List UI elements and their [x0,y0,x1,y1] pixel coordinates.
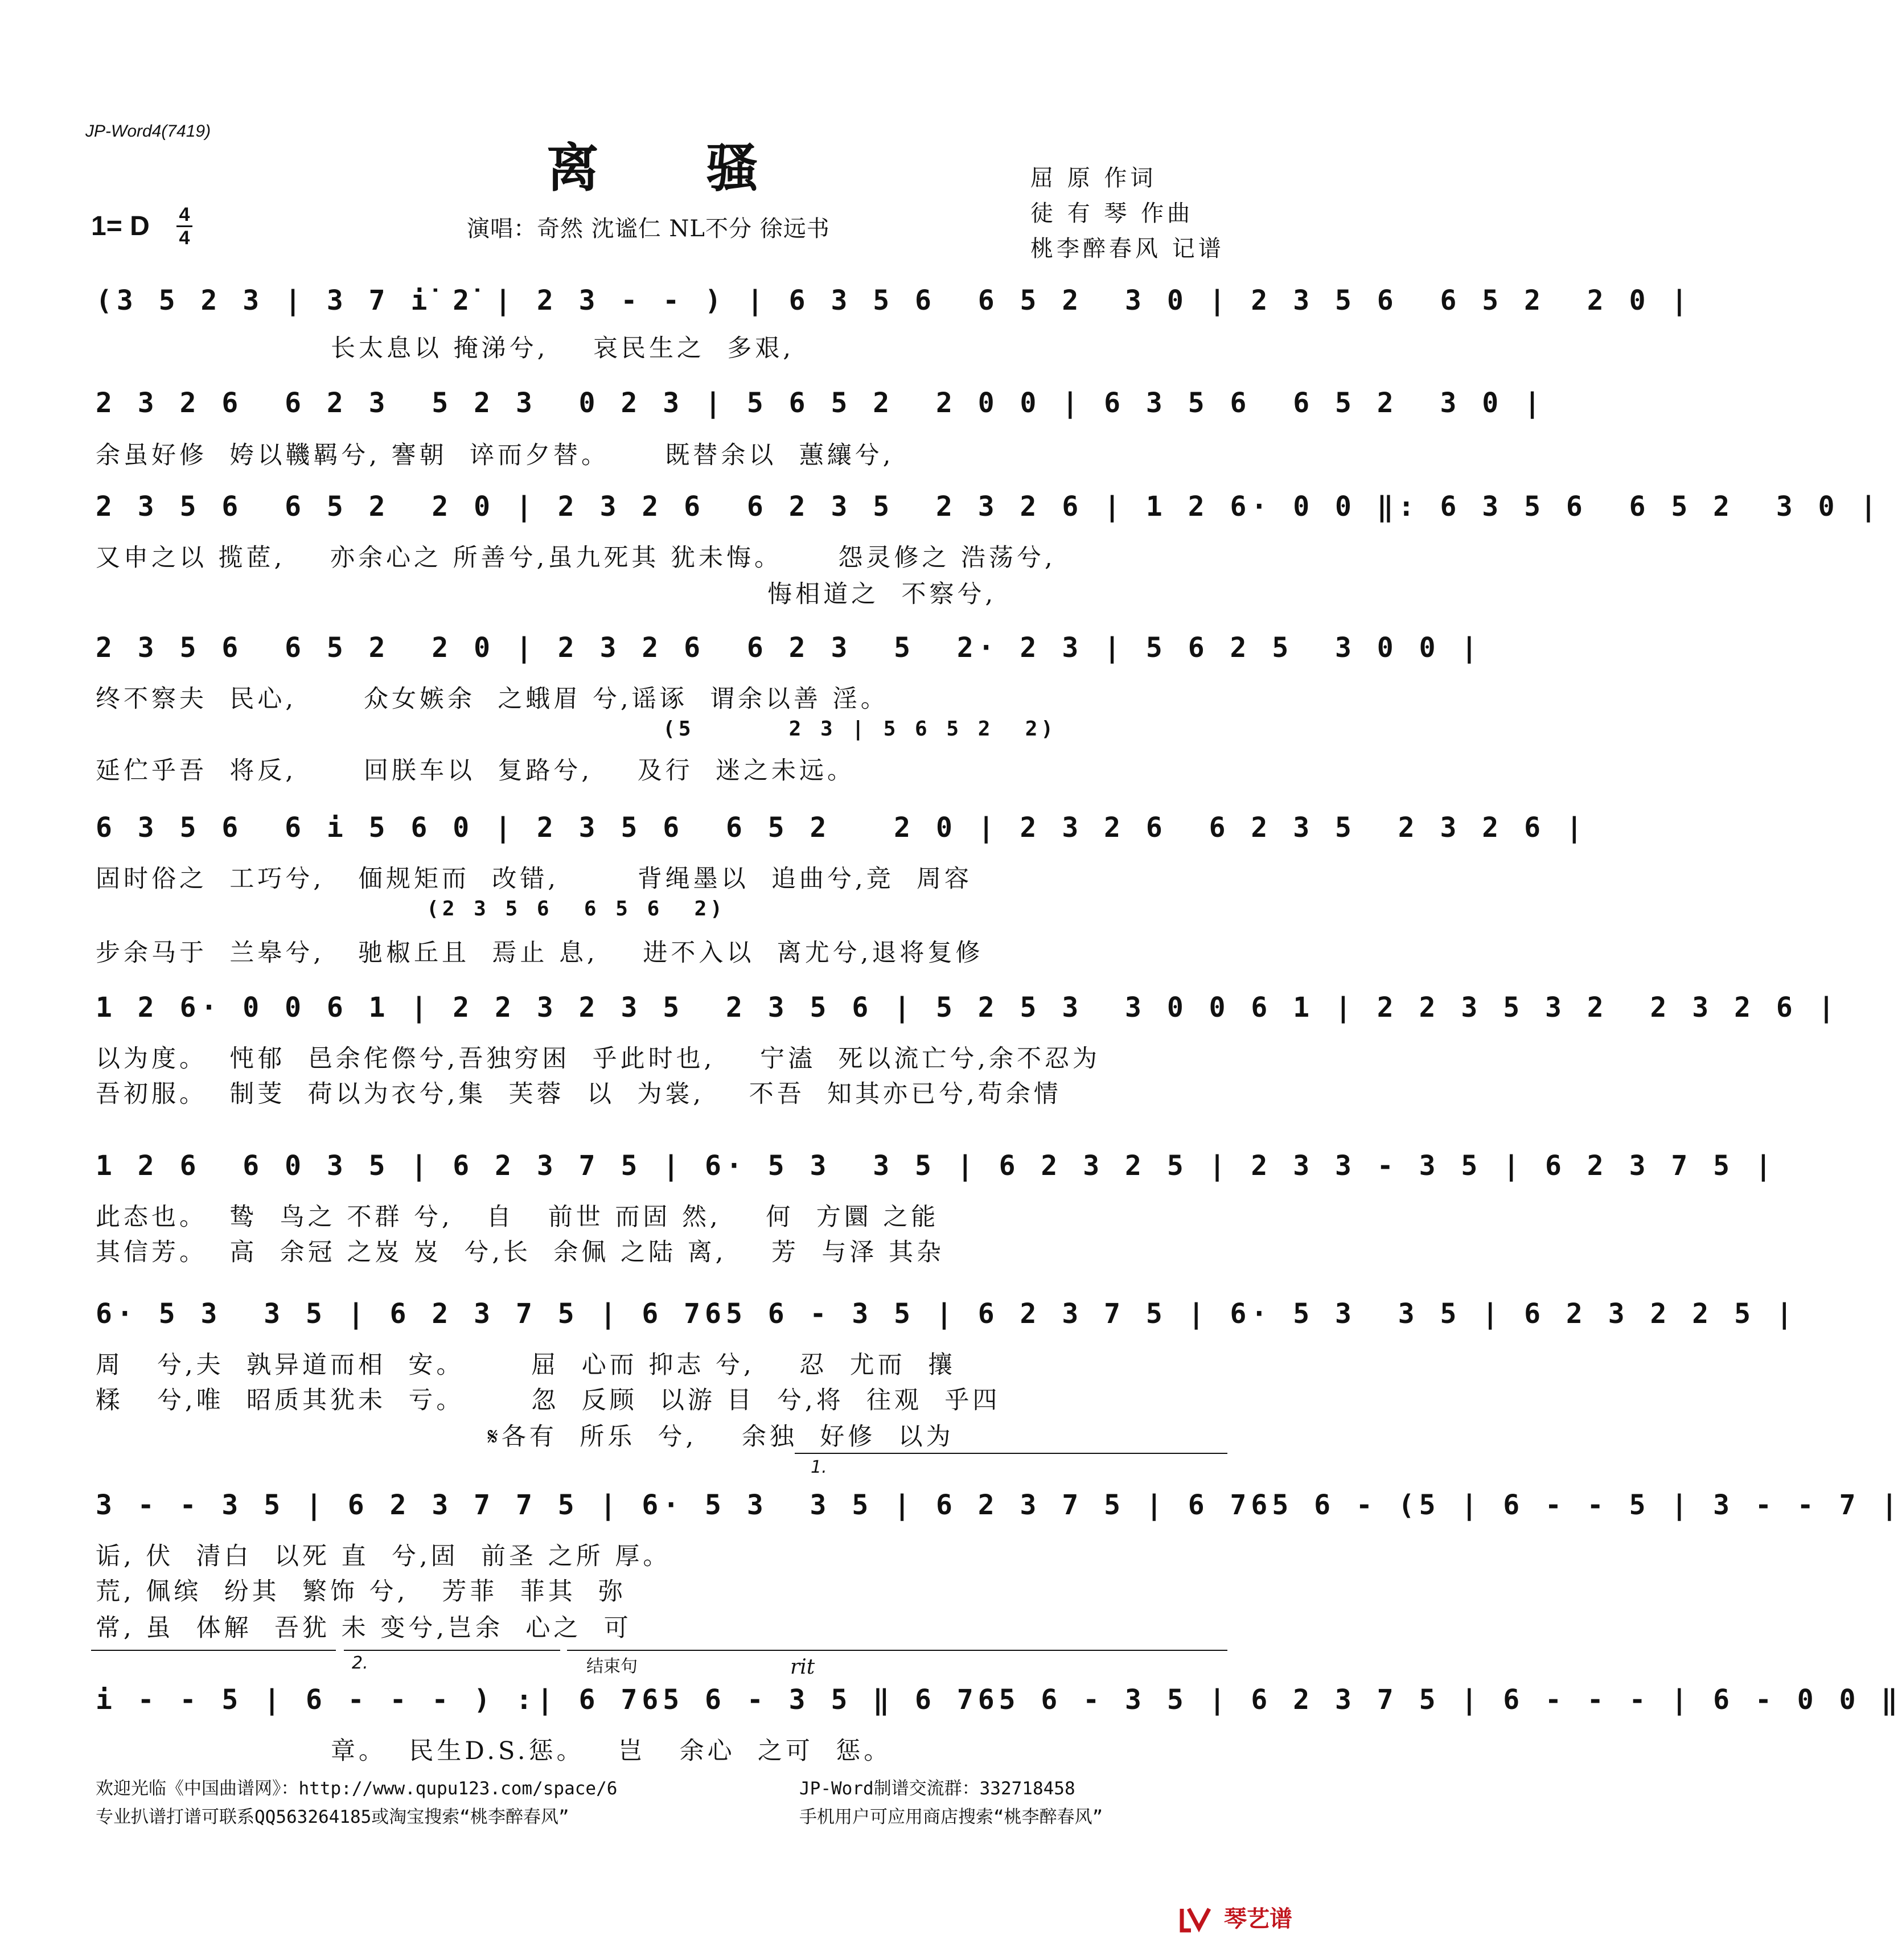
ending-label: 结束句 [586,1657,638,1677]
time-signature-top: 4 [179,204,190,225]
notes-line: (3 5 2 3 | 3 7 i̇ 2̇ | 2 3 - - ) | 6 3 5 6 6 5 2 3 0 | 2 3 5 6 6 5 2 2 0 | [96,285,1693,317]
footer-website: 欢迎光临《中国曲谱网》：http://www.qupu123.com/space/6 [96,1778,618,1799]
lyric-line: 此态也。 鸷 鸟之 不群 兮, 自 前世 而固 然, 何 方圜 之能 [96,1203,939,1231]
lyric-line: 𝄋各有 所乐 兮, 余独 好修 以为 [96,1423,954,1451]
lyric-line: 悔相道之 不察兮, [96,580,997,609]
time-signature-bottom: 4 [179,227,190,249]
lyric-line: 以为度。 忳郁 邑余侘傺兮,吾独穷困 乎此时也, 宁溘 死以流亡兮,余不忍为 [96,1045,1101,1073]
lyricist-credit: 屈 原 作词 [1030,165,1157,191]
notes-line: 2 3 5 6 6 5 2 2 0 | 2 3 2 6 6 2 3 5 2 3 2 6 | 1 2 6· 0 0 ‖: 6 3 5 6 6 5 2 3 0 | [96,491,1882,523]
notes-line: 3 - - 3 5 | 6 2 3 7 7 5 | 6· 5 3 3 5 | 6 2 3 7 5 | 6 765 6 - (5 | 6 - - 5 | 3 - - 7 | [96,1489,1902,1521]
singers: 演唱：奇然 沈谧仁 NL不分 徐远书 [467,216,830,242]
lyric-line: 固时俗之 工巧兮, 偭规矩而 改错, 背绳墨以 追曲兮,竞 周容 [96,865,973,893]
page-title: 离 骚 [547,137,803,199]
notes-line: 2 3 2 6 6 2 3 5 2 3 0 2 3 | 5 6 5 2 2 0 0 | 6 3 5 6 6 5 2 3 0 | [96,387,1545,419]
notes-line: 2 3 5 6 6 5 2 2 0 | 2 3 2 6 6 2 3 5 2· 2 3 | 5 6 2 5 3 0 0 | [96,632,1482,664]
footer-app: 手机用户可应用商店搜索“桃李醉春风” [799,1807,1103,1827]
notes-line: 6 3 5 6 6 i 5 6 0 | 2 3 5 6 6 5 2 2 0 | 2 3 2 6 6 2 3 5 2 3 2 6 | [96,812,1587,844]
volta-1-bracket-continued [91,1650,336,1651]
notes-line: i - - 5 | 6 - - - ) :| 6 765 6 - 3 5 ‖ 6 765 6 - 3 5 | 6 2 3 7 5 | 6 - - - | 6 - 0 0 ‖ [96,1684,1902,1716]
lyric-line: 终不察夫 民心, 众女嫉余 之蛾眉 兮,谣诼 谓余以善 淫。 [96,685,889,713]
volta-1-label: 1. [811,1457,827,1477]
time-signature [176,205,192,248]
lyric-line: 章。 民生D.S.惩。 岂 余心 之可 惩。 [96,1737,892,1765]
ritardando-mark: rit [790,1655,815,1679]
lyric-line: 常, 虽 体解 吾犹 未 变兮,岂余 心之 可 [96,1614,632,1642]
lyric-line: 又申之以 揽茝, 亦余心之 所善兮,虽九死其 犹未悔。 怨灵修之 浩荡兮, [96,544,1056,572]
key-signature: 1= D [91,211,150,241]
notes-line: 1 2 6 6 0 3 5 | 6 2 3 7 5 | 6· 5 3 3 5 | 6 2 3 2 5 | 2 3 3 - 3 5 | 6 2 3 7 5 | [96,1150,1776,1182]
notes-line: 1 2 6· 0 0 6 1 | 2 2 3 2 3 5 2 3 5 6 | 5 2 5 3 3 0 0 6 1 | 2 2 3 5 3 2 2 3 2 6 | [96,992,1839,1024]
lyric-line: 荒, 佩缤 纷其 繁饰 兮, 芳菲 菲其 弥 [96,1577,627,1606]
brand-logo-icon [1178,1905,1211,1935]
footer-contact: 专业扒谱打谱可联系QQ563264185或淘宝搜索“桃李醉春风” [96,1807,569,1827]
lyric-line: 周 兮,夫 孰异道而相 安。 屈 心而 抑志 兮, 忍 尤而 攘 [96,1351,956,1379]
credits [1030,161,1225,266]
transcriber-credit: 桃李醉春风 记谱 [1030,236,1225,262]
volta-2-bracket [344,1650,560,1651]
lyric-line: 长太息以 掩涕兮, 哀民生之 多艰, [96,334,795,363]
lyric-line: 余虽好修 姱以鞿羁兮, 謇朝 谇而夕替。 既替余以 蕙纕兮, [96,441,894,470]
lyric-line: 吾初服。 制芰 荷以为衣兮,集 芙蓉 以 为裳, 不吾 知其亦已兮,苟余情 [96,1080,1062,1108]
brand-logo [1178,1901,1292,1935]
interlude-notes: (5 2 3 | 5 6 5 2 2) [96,717,1057,741]
lyric-line: 诟, 伏 清白 以死 直 兮,固 前圣 之所 厚。 [96,1542,671,1571]
interlude-notes: (2 3 5 6 6 5 6 2) [96,897,726,921]
lyric-line: 糅 兮,唯 昭质其犹未 亏。 忽 反顾 以游 目 兮,将 往观 乎四 [96,1386,1001,1415]
source-tag: JP-Word4(7419) [85,122,211,141]
lyric-line: 延伫乎吾 将反, 回朕车以 复路兮, 及行 迷之未远。 [96,757,856,785]
lyric-line: 步余马于 兰皋兮, 驰椒丘且 焉止 息, 进不入以 离尤兮,退将复修 [96,939,984,967]
volta-2-label: 2. [352,1653,368,1673]
notes-line: 6· 5 3 3 5 | 6 2 3 7 5 | 6 765 6 - 3 5 | 6 2 3 7 5 | 6· 5 3 3 5 | 6 2 3 2 2 5 | [96,1298,1797,1330]
lyric-line: 其信芳。 高 余冠 之岌 岌 兮,长 余佩 之陆 离, 芳 与泽 其杂 [96,1238,945,1267]
volta-1-bracket [795,1453,1227,1454]
composer-credit: 徒 有 琴 作曲 [1030,200,1194,227]
brand-name: 琴艺谱 [1224,1906,1292,1932]
footer-group: JP-Word制谱交流群：332718458 [799,1778,1075,1799]
ending-bracket [567,1650,1227,1651]
